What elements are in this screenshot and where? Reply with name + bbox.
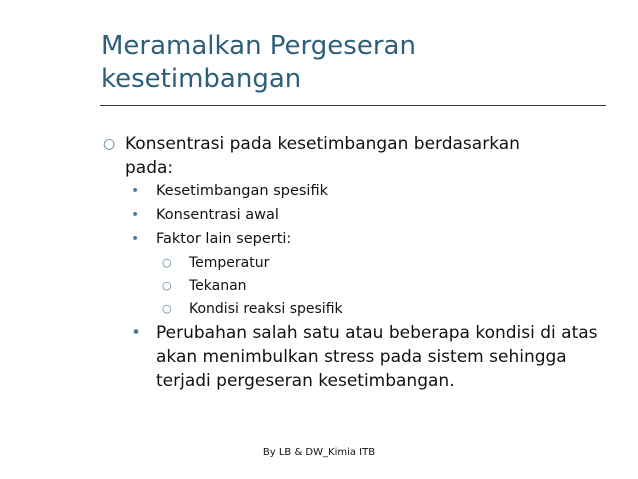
bullet-text: Konsentrasi awal	[156, 207, 279, 223]
dot-bullet-icon: •	[131, 231, 140, 247]
bullet-level1-main	[103, 132, 573, 180]
hollow-circle-bullet-icon: ○	[103, 136, 116, 152]
dot-bullet-icon: •	[131, 207, 140, 223]
bullet-text: Kondisi reaksi spesifik	[189, 301, 343, 317]
bullet-level3-item	[162, 253, 462, 273]
hollow-circle-bullet-icon: ○	[162, 279, 172, 292]
bullet-level2-item	[131, 205, 531, 225]
hollow-circle-bullet-icon: ○	[162, 256, 172, 269]
slide-title-text: Meramalkan Pergeseran kesetimbangan	[101, 31, 416, 94]
bullet-text: Tekanan	[189, 278, 247, 294]
slide-footer: By LB & DW_Kimia ITB	[262, 447, 376, 458]
title-divider	[100, 105, 606, 106]
dot-bullet-icon: •	[131, 183, 140, 199]
bullet-text: Kesetimbangan spesifik	[156, 183, 328, 199]
bullet-level2-item	[131, 181, 531, 201]
bullet-level2-conclusion	[131, 321, 601, 393]
bullet-level3-item	[162, 276, 462, 296]
bullet-level2-item	[131, 229, 531, 249]
bullet-level3-item	[162, 299, 462, 319]
slide-title	[101, 30, 416, 96]
bullet-text: Konsentrasi pada kesetimbangan berdasarkan pada:	[125, 134, 520, 178]
bullet-text: Perubahan salah satu atau beberapa kondisi di atas akan menimbulkan stress pada sistem sehingga terjadi pergeseran kesetimbangan.	[156, 323, 598, 391]
dot-bullet-icon: •	[131, 323, 142, 343]
bullet-text: Temperatur	[189, 255, 270, 271]
bullet-text: Faktor lain seperti:	[156, 231, 292, 247]
hollow-circle-bullet-icon: ○	[162, 302, 172, 315]
